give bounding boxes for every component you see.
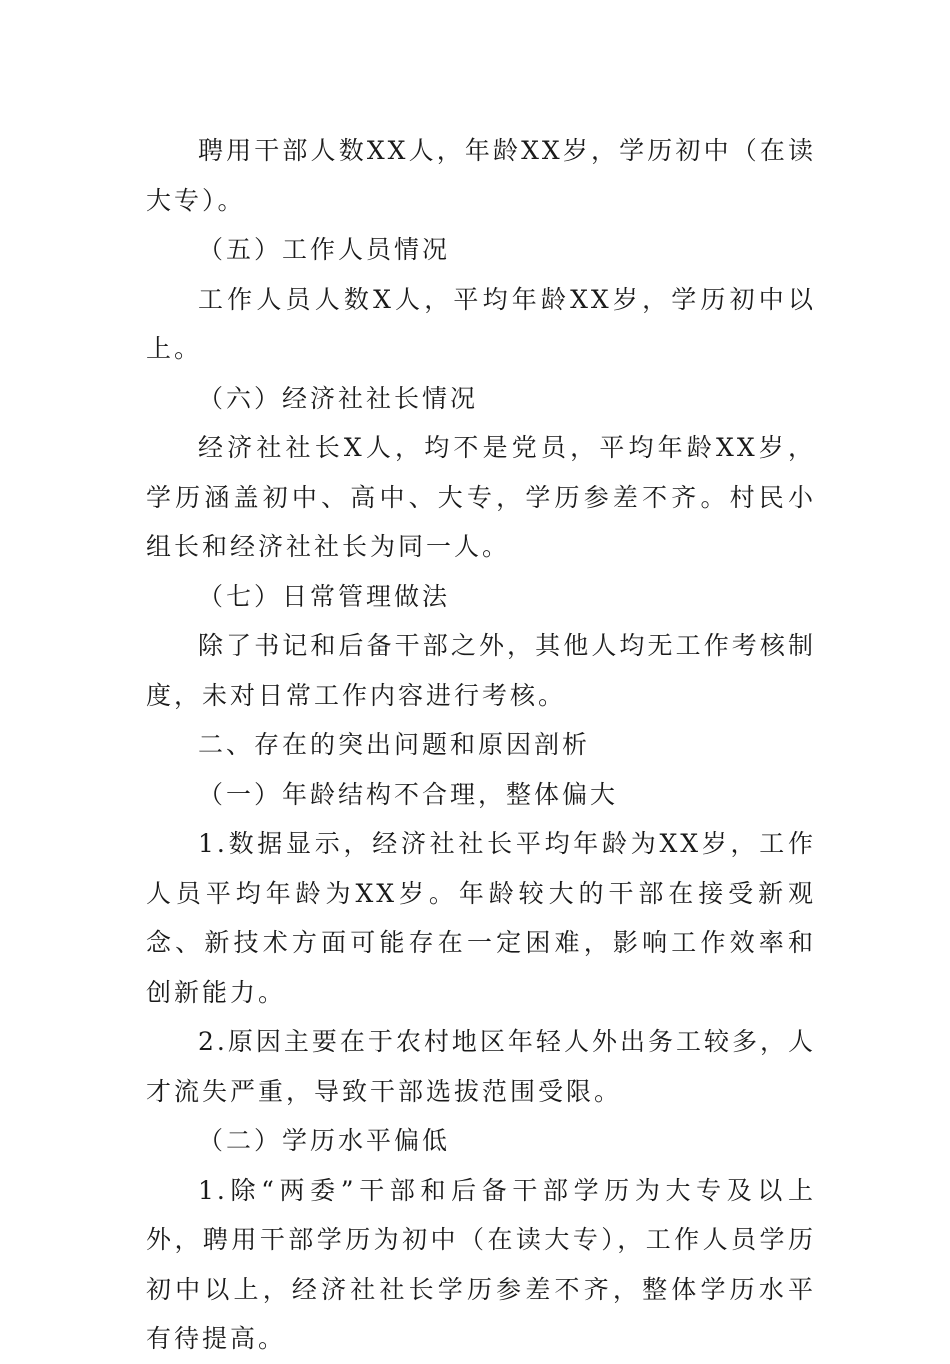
paragraph-age-cause: 2.原因主要在于农村地区年轻人外出务工较多，人才流失严重，导致干部选拔范围受限。 — [146, 1027, 816, 1106]
paragraph-age-data: 1.数据显示，经济社社长平均年龄为XX岁，工作人员平均年龄为XX岁。年龄较大的干部在接受新观念、新技术方面可能存在一定困难，影响工作效率和创新能力。 — [146, 829, 816, 1007]
heading-daily-management: （七）日常管理做法 — [198, 581, 451, 611]
heading-education-level: （二）学历水平偏低 — [198, 1126, 451, 1155]
heading-staff-situation: （五）工作人员情况 — [198, 235, 451, 264]
heading-age-structure: （一）年龄结构不合理，整体偏大 — [198, 779, 619, 809]
document-body — [146, 126, 816, 1364]
paragraph-education-data: 1.除“两委”干部和后备干部学历为大专及以上外，聘用干部学历为初中（在读大专），工作人员学历初中以上，经济社社长学历参差不齐，整体学历水平有待提高。 — [146, 1175, 816, 1353]
paragraph-staff: 工作人员人数X人，平均年龄XX岁，学历初中以上。 — [146, 284, 816, 363]
paragraph-daily-management: 除了书记和后备干部之外，其他人均无工作考核制度，未对日常工作内容进行考核。 — [146, 631, 816, 710]
heading-section-two: 二、存在的突出问题和原因剖析 — [198, 730, 591, 759]
paragraph-economic-society-heads: 经济社社长X人，均不是党员，平均年龄XX岁，学历涵盖初中、高中、大专，学历参差不齐。村民小组长和经济社社长为同一人。 — [146, 433, 816, 561]
heading-economic-society-heads: （六）经济社社长情况 — [198, 383, 479, 413]
paragraph-hired-cadres: 聘用干部人数XX人，年龄XX岁，学历初中（在读大专）。 — [146, 136, 816, 215]
